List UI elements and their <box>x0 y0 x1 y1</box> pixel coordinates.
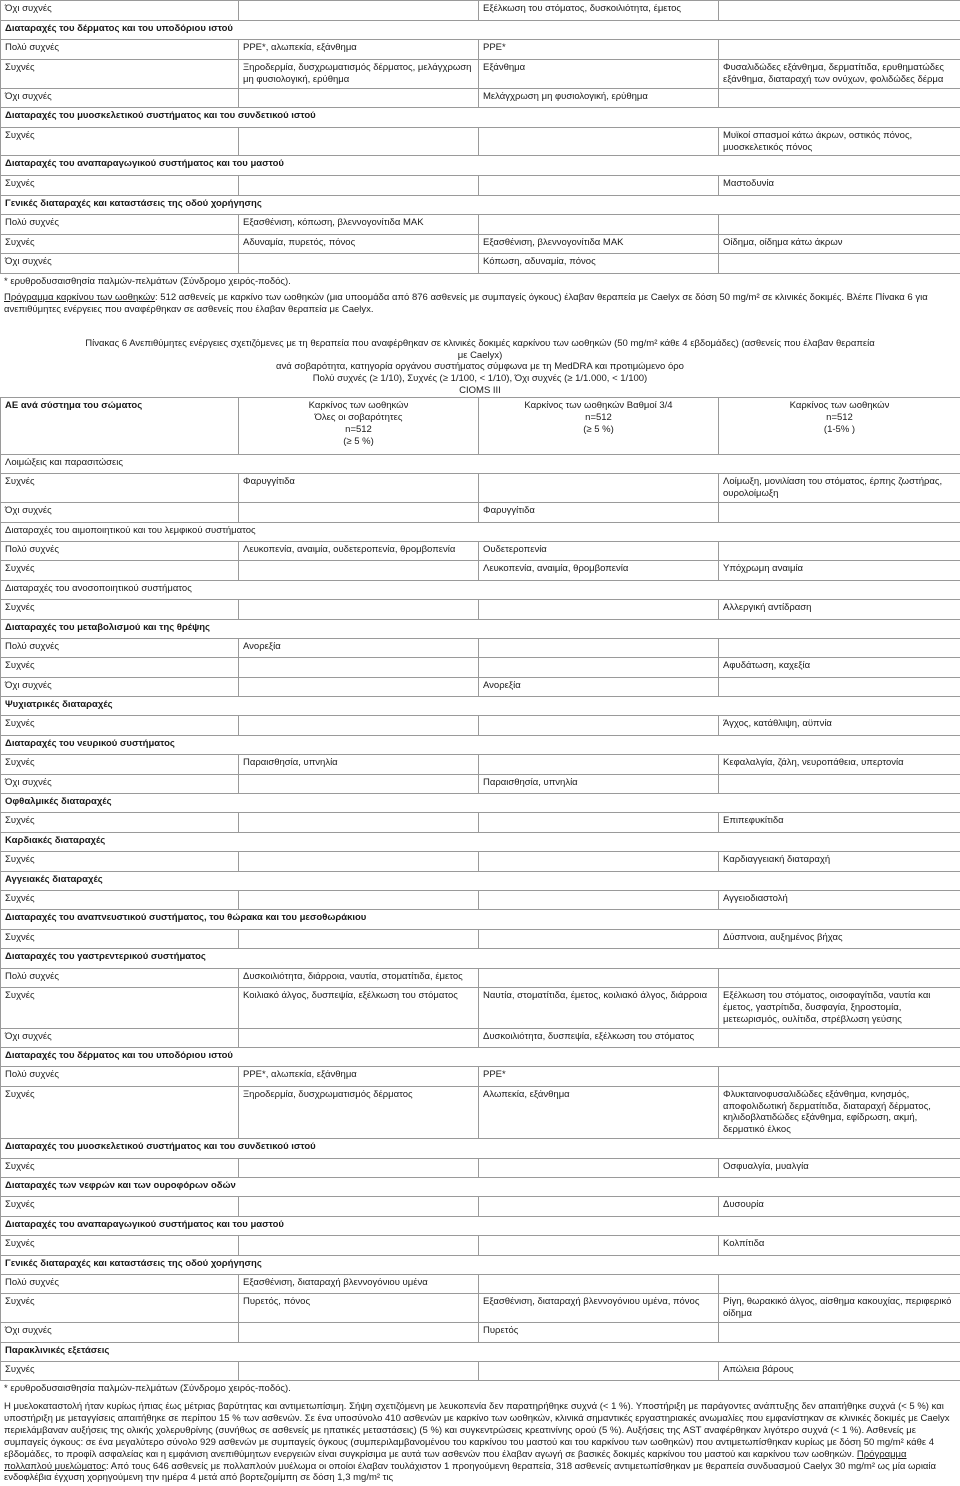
frequency-cell: Συχνές <box>1 1197 239 1216</box>
frequency-cell: Συχνές <box>1 987 239 1028</box>
table-row <box>1 59 960 88</box>
reaction-cell: Φλυκταινοφυσαλιδώδες εξάνθημα, κνησμός, αποφολιδωτική δερματίτιδα, διαταραχή δέρματος, κηλιδοβλατιδώδες εξάνθημα, εφίδρωση, ακμή, δερματικό έλκος <box>719 1086 960 1139</box>
reaction-cell: Δυσκοιλιότητα, δυσπεψία, εξέλκωση του στόματος <box>479 1028 719 1047</box>
reaction-cell <box>719 1067 960 1086</box>
reaction-cell <box>239 813 479 832</box>
reaction-cell: PPE*, αλωπεκία, εξάνθημα <box>239 40 479 60</box>
myeloma-text: : Από τους 646 ασθενείς με πολλαπλούν μυέλωμα οι οποίοι έλαβαν τουλάχιστον 1 προηγούμενη θεραπεία, 318 ασθενείς αντιμετωπίσθηκαν με θεραπεία συνδυασμού Caelyx 30 mg/m² ως μία ωριαία ενδοφλέβια έγχυση χορηγούμενη την ημέρα 4 μετά από βορτεζομίμπη σε δόση 1,3 mg/m² τις <box>4 1461 936 1484</box>
table-row <box>1 755 960 774</box>
reaction-cell <box>239 1197 479 1216</box>
section-header-row <box>1 871 960 890</box>
table6-ovarian-adverse-reactions <box>0 397 960 1381</box>
frequency-cell: Συχνές <box>1 1086 239 1139</box>
reaction-cell: Ρίγη, θωρακικό άλγος, αίσθημα κακουχίας, περιφερικό οίδημα <box>719 1294 960 1323</box>
table-row <box>1 600 960 619</box>
reaction-cell: Οσφυαλγία, μυαλγία <box>719 1158 960 1177</box>
section-header-row <box>1 1139 960 1158</box>
frequency-cell: Πολύ συχνές <box>1 541 239 560</box>
header-grades-3-4: Καρκίνος των ωοθηκών Βαθμοί 3/4 n=512 (≥ 5 %) <box>479 398 719 455</box>
reaction-cell: Ξηροδερμία, δυσχρωματισμός δέρματος <box>239 1086 479 1139</box>
section-header: Ψυχιατρικές διαταραχές <box>1 697 960 716</box>
reaction-cell <box>719 638 960 657</box>
section-header: Διαταραχές των νεφρών και των ουροφόρων οδών <box>1 1178 960 1197</box>
reaction-cell: Αλωπεκία, εξάνθημα <box>479 1086 719 1139</box>
table-row <box>1 503 960 522</box>
frequency-cell: Όχι συχνές <box>1 1028 239 1047</box>
table-row <box>1 813 960 832</box>
reaction-cell: Λευκοπενία, αναιμία, θρομβοπενία <box>479 561 719 580</box>
reaction-cell: Φαρυγγίτιδα <box>479 503 719 522</box>
frequency-cell: Συχνές <box>1 813 239 832</box>
frequency-cell: Συχνές <box>1 929 239 948</box>
reaction-cell <box>239 1 479 21</box>
reaction-cell: Φυσαλιδώδες εξάνθημα, δερματίτιδα, ερυθηματώδες εξάνθημα, διαταραχή των ονύχων, φολιδώδες δέρμα <box>719 59 960 88</box>
reaction-cell: Δύσπνοια, αυξημένος βήχας <box>719 929 960 948</box>
section-header-row <box>1 455 960 474</box>
reaction-cell: PPE* <box>479 1067 719 1086</box>
caption-line-2: ανά σοβαρότητα, κατηγορία οργάνου συστήματος σύμφωνα με τη MedDRA και προτιμώμενο όρο <box>80 361 880 373</box>
frequency-cell: Όχι συχνές <box>1 88 239 108</box>
section-header: Διαταραχές του αναπνευστικού συστήματος, του θώρακα και του μεσοθωράκιου <box>1 910 960 929</box>
reaction-cell <box>719 1028 960 1047</box>
frequency-cell: Συχνές <box>1 755 239 774</box>
section-header: Αγγειακές διαταραχές <box>1 871 960 890</box>
reaction-cell: Λευκοπενία, αναιμία, ουδετεροπενία, θρομβοπενία <box>239 541 479 560</box>
reaction-cell: Εξασθένιση, βλεννογονίτιδα ΜΑΚ <box>479 234 719 254</box>
section-header-row <box>1 20 960 40</box>
table-row <box>1 1236 960 1255</box>
section-header: Διαταραχές του μυοσκελετικού συστήματος και του συνδετικού ιστού <box>1 108 960 128</box>
reaction-cell <box>479 474 719 503</box>
section-header-row <box>1 1047 960 1066</box>
table6-caption <box>0 338 960 397</box>
frequency-cell: Συχνές <box>1 658 239 677</box>
reaction-cell: Αλλεργική αντίδραση <box>719 600 960 619</box>
reaction-cell: Εξασθένιση, κόπωση, βλεννογονίτιδα ΜΑΚ <box>239 215 479 235</box>
reaction-cell: Μελάγχρωση μη φυσιολογική, ερύθημα <box>479 88 719 108</box>
reaction-cell: Μυϊκοί σπασμοί κάτω άκρων, οστικός πόνος, μυοσκελετικός πόνος <box>719 127 960 156</box>
section-header-row <box>1 949 960 968</box>
header-1-5-percent: Καρκίνος των ωοθηκών n=512 (1-5% ) <box>719 398 960 455</box>
reaction-cell <box>719 1323 960 1342</box>
section-header-row <box>1 619 960 638</box>
frequency-cell: Συχνές <box>1 59 239 88</box>
reaction-cell: Ναυτία, στοματίτιδα, έμετος, κοιλιακό άλγος, διάρροια <box>479 987 719 1028</box>
ovarian-cancer-program-paragraph <box>0 290 960 318</box>
reaction-cell: Εξασθένιση, διαταραχή βλεννογόνιου υμένα <box>239 1274 479 1293</box>
section-header: Παρακλινικές εξετάσεις <box>1 1342 960 1361</box>
reaction-cell <box>239 1361 479 1380</box>
section-header-row <box>1 1216 960 1235</box>
section-header-row <box>1 580 960 599</box>
ovarian-program-link[interactable]: Πρόγραμμα καρκίνου των ωοθηκών <box>4 292 155 303</box>
section-header: Διαταραχές του αναπαραγωγικού συστήματος και του μαστού <box>1 156 960 176</box>
reaction-cell: Ξηροδερμία, δυσχρωματισμός δέρματος, μελάγχρωση μη φυσιολογική, ερύθημα <box>239 59 479 88</box>
frequency-cell: Όχι συχνές <box>1 254 239 274</box>
header-all-grades: Καρκίνος των ωοθηκών Όλες οι σοβαρότητες n=512 (≥ 5 %) <box>239 398 479 455</box>
reaction-cell: Εξέλκωση του στόματος, οισοφαγίτιδα, ναυτία και έμετος, γαστρίτιδα, δυσφαγία, ξηροστομία, μετεωρισμός, ουλίτιδα, στρέβλωση γεύσης <box>719 987 960 1028</box>
reaction-cell: Καρδιαγγειακή διαταραχή <box>719 852 960 871</box>
section-header: Καρδιακές διαταραχές <box>1 832 960 851</box>
table-row <box>1 677 960 696</box>
table-row <box>1 658 960 677</box>
frequency-cell: Συχνές <box>1 1294 239 1323</box>
reaction-cell <box>479 813 719 832</box>
caption-line-3: Πολύ συχνές (≥ 1/10), Συχνές (≥ 1/100, < 1/10), Όχι συχνές (≥ 1/1.000, < 1/100) <box>80 373 880 385</box>
multiple-myeloma-link[interactable]: Πρόγραμμα πολλαπλού μυελώματος <box>4 1449 907 1472</box>
myelosuppression-text: Η μυελοκαταστολή ήταν κυρίως ήπιας έως μέτριας βαρύτητας και αντιμετωπίσιμη. Σήψη σχετιζόμενη με λευκοπενία δεν παρατηρήθηκε συχνά (< 1 %). Υποστήριξη με παράγοντες ανάπτυξης δεν απαιτήθηκε συχνά (< 5 %) και υποστήριξη με μεταγγίσεις απαιτήθηκε σε περίπου 15 % των ασθενών. Σε ένα υποσύνολο 410 ασθενών με καρκίνο των ωοθηκών, κλινικά σημαντικές εργαστηριακές ανωμαλίες που εμφανίστηκαν σε κλινικές δοκιμές με Caelyx περιελάμβαναν αυξήσεις της ολικής χολερυθρίνης (συνήθως σε ασθενείς με ηπατικές μεταστάσεις) (5 %) και συγκεντρώσεις κρεατινίνης ορού (5 %). Αυξήσεις της AST αναφέρθηκαν λιγότερο συχνά (< 1 %). Ασθενείς με συμπαγείς όγκους: σε ένα μεγαλύτερο σύνολο 929 ασθενών με συμπαγείς όγκους (συμπεριλαμβανομένου του καρκίνου του μαστού και του καρκίνου των ωοθηκών) που αντιμετωπίσθηκαν κυρίως με δόση 50 mg/m² κάθε 4 εβδομάδες, το προφίλ ασφαλείας και η εμφάνιση ανεπιθύμητων ενεργειών είναι συγκρίσιμα με αυτά των ασθενών που έλαβαν αγωγή σε βασικές δοκιμές καρκίνου του μαστού και καρκίνου των ωοθηκών. <box>4 1401 950 1460</box>
reaction-cell: Ανορεξία <box>239 638 479 657</box>
reaction-cell <box>239 561 479 580</box>
table-row <box>1 1197 960 1216</box>
frequency-cell: Συχνές <box>1 561 239 580</box>
reaction-cell: PPE*, αλωπεκία, εξάνθημα <box>239 1067 479 1086</box>
adverse-reactions-table-continued <box>0 0 960 274</box>
reaction-cell: Πυρετός <box>479 1323 719 1342</box>
table-row <box>1 234 960 254</box>
reaction-cell <box>239 677 479 696</box>
section-header: Διαταραχές του μυοσκελετικού συστήματος και του συνδετικού ιστού <box>1 1139 960 1158</box>
reaction-cell <box>479 968 719 987</box>
reaction-cell <box>479 1361 719 1380</box>
reaction-cell: Δυσκοιλιότητα, διάρροια, ναυτία, στοματίτιδα, έμετος <box>239 968 479 987</box>
section-header: Γενικές διαταραχές και καταστάσεις της οδού χορήγησης <box>1 195 960 215</box>
reaction-cell <box>479 852 719 871</box>
reaction-cell <box>239 254 479 274</box>
reaction-cell <box>479 929 719 948</box>
frequency-cell: Συχνές <box>1 1236 239 1255</box>
reaction-cell: Λοίμωξη, μονιλίαση του στόματος, έρπης ζωστήρας, ουρολοίμωξη <box>719 474 960 503</box>
reaction-cell <box>479 215 719 235</box>
reaction-cell: Κεφαλαλγία, ζάλη, νευροπάθεια, υπερτονία <box>719 755 960 774</box>
table-row <box>1 40 960 60</box>
reaction-cell <box>479 1158 719 1177</box>
reaction-cell <box>719 40 960 60</box>
table-row <box>1 1086 960 1139</box>
section-header: Γενικές διαταραχές και καταστάσεις της οδού χορήγησης <box>1 1255 960 1274</box>
table-row <box>1 254 960 274</box>
reaction-cell: Αδυναμία, πυρετός, πόνος <box>239 234 479 254</box>
table-row <box>1 561 960 580</box>
frequency-cell: Συχνές <box>1 852 239 871</box>
section-header-row <box>1 910 960 929</box>
table-row <box>1 88 960 108</box>
reaction-cell <box>239 852 479 871</box>
reaction-cell: Εξασθένιση, διαταραχή βλεννογόνιου υμένα, πόνος <box>479 1294 719 1323</box>
table-row <box>1 1274 960 1293</box>
reaction-cell <box>719 1274 960 1293</box>
table-row <box>1 716 960 735</box>
footnote-ppe-1: * ερυθροδυσαισθησία παλμών-πελμάτων (Σύνδρομο χειρός-ποδός). <box>0 274 960 290</box>
table-row <box>1 1294 960 1323</box>
section-header-row <box>1 1255 960 1274</box>
table6-header-row <box>1 398 960 455</box>
reaction-cell: Αγγειοδιαστολή <box>719 890 960 909</box>
frequency-cell: Πολύ συχνές <box>1 968 239 987</box>
section-header-row <box>1 697 960 716</box>
reaction-cell <box>719 1 960 21</box>
reaction-cell <box>239 1323 479 1342</box>
reaction-cell: Εξέλκωση του στόματος, δυσκοιλιότητα, έμετος <box>479 1 719 21</box>
reaction-cell: Απώλεια βάρους <box>719 1361 960 1380</box>
reaction-cell: Εξάνθημα <box>479 59 719 88</box>
table-row <box>1 1 960 21</box>
frequency-cell: Όχι συχνές <box>1 1323 239 1342</box>
caption-line-4: CIOMS III <box>80 385 880 397</box>
table-row <box>1 638 960 657</box>
table-row <box>1 1158 960 1177</box>
table-row <box>1 852 960 871</box>
ovarian-program-text: : 512 ασθενείς με καρκίνο των ωοθηκών (μια υποομάδα από 876 ασθενείς με συμπαγείς όγκους) έλαβαν θεραπεία με Caelyx σε δόση 50 mg/m² σε κλινικές δοκιμές. Βλέπε Πίνακα 6 για ανεπιθύμητες ενέργειες που αναφέρθηκαν σε ασθενείς που έλαβαν θεραπεία με Caelyx. <box>4 292 928 315</box>
reaction-cell: Άγχος, κατάθλιψη, αϋπνία <box>719 716 960 735</box>
frequency-cell: Συχνές <box>1 1361 239 1380</box>
section-header: Διαταραχές του γαστρεντερικού συστήματος <box>1 949 960 968</box>
reaction-cell <box>239 1158 479 1177</box>
footnote-ppe-2: * ερυθροδυσαισθησία παλμών-πελμάτων (Σύνδρομο χειρός-ποδός). <box>0 1381 960 1397</box>
frequency-cell: Συχνές <box>1 890 239 909</box>
header-system: ΑΕ ανά σύστημα του σώματος <box>1 398 239 455</box>
reaction-cell <box>479 1274 719 1293</box>
reaction-cell: Ουδετεροπενία <box>479 541 719 560</box>
table-row <box>1 215 960 235</box>
frequency-cell: Όχι συχνές <box>1 774 239 793</box>
reaction-cell <box>239 127 479 156</box>
reaction-cell <box>719 774 960 793</box>
frequency-cell: Συχνές <box>1 474 239 503</box>
frequency-cell: Συχνές <box>1 234 239 254</box>
section-header-row <box>1 522 960 541</box>
reaction-cell <box>239 1236 479 1255</box>
frequency-cell: Πολύ συχνές <box>1 638 239 657</box>
reaction-cell <box>239 716 479 735</box>
reaction-cell <box>719 215 960 235</box>
frequency-cell: Όχι συχνές <box>1 1 239 21</box>
reaction-cell: Παραισθησία, υπνηλία <box>479 774 719 793</box>
reaction-cell <box>719 503 960 522</box>
reaction-cell: PPE* <box>479 40 719 60</box>
section-header-row <box>1 108 960 128</box>
reaction-cell: Αφυδάτωση, καχεξία <box>719 658 960 677</box>
reaction-cell <box>239 503 479 522</box>
reaction-cell <box>239 774 479 793</box>
table-row <box>1 929 960 948</box>
section-header-row <box>1 1342 960 1361</box>
frequency-cell: Συχνές <box>1 127 239 156</box>
reaction-cell: Παραισθησία, υπνηλία <box>239 755 479 774</box>
reaction-cell: Ανορεξία <box>479 677 719 696</box>
reaction-cell: Φαρυγγίτιδα <box>239 474 479 503</box>
frequency-cell: Πολύ συχνές <box>1 40 239 60</box>
reaction-cell <box>719 677 960 696</box>
reaction-cell <box>239 176 479 196</box>
reaction-cell: Δυσουρία <box>719 1197 960 1216</box>
reaction-cell <box>479 755 719 774</box>
frequency-cell: Συχνές <box>1 600 239 619</box>
section-header-row <box>1 195 960 215</box>
reaction-cell <box>239 600 479 619</box>
reaction-cell <box>239 890 479 909</box>
section-header-row <box>1 156 960 176</box>
section-header: Διαταραχές του δέρματος και του υποδόριου ιστού <box>1 1047 960 1066</box>
table-row <box>1 1067 960 1086</box>
section-header-row <box>1 1178 960 1197</box>
frequency-cell: Πολύ συχνές <box>1 215 239 235</box>
reaction-cell <box>479 658 719 677</box>
frequency-cell: Συχνές <box>1 716 239 735</box>
table-row <box>1 968 960 987</box>
myelosuppression-paragraph <box>0 1399 960 1486</box>
frequency-cell: Όχι συχνές <box>1 503 239 522</box>
section-header-row <box>1 794 960 813</box>
table-row <box>1 474 960 503</box>
section-header: Διαταραχές του αναπαραγωγικού συστήματος και του μαστού <box>1 1216 960 1235</box>
reaction-cell <box>479 600 719 619</box>
section-header: Διαταραχές του ανοσοποιητικού συστήματος <box>1 580 960 599</box>
reaction-cell <box>719 541 960 560</box>
reaction-cell <box>239 658 479 677</box>
reaction-cell <box>719 254 960 274</box>
table-row <box>1 890 960 909</box>
reaction-cell <box>239 1028 479 1047</box>
caption-line-1: Πίνακας 6 Ανεπιθύμητες ενέργειες σχετιζόμενες με τη θεραπεία που αναφέρθηκαν σε κλινικές δοκιμές καρκίνου των ωοθηκών (50 mg/m² κάθε 4 εβδομάδες) (ασθενείς που έλαβαν θεραπεία με Caelyx) <box>80 338 880 362</box>
reaction-cell <box>479 127 719 156</box>
reaction-cell <box>479 176 719 196</box>
reaction-cell: Κολπίτιδα <box>719 1236 960 1255</box>
table-row <box>1 1361 960 1380</box>
table-row <box>1 541 960 560</box>
reaction-cell <box>479 716 719 735</box>
reaction-cell: Μαστοδυνία <box>719 176 960 196</box>
reaction-cell: Οίδημα, οίδημα κάτω άκρων <box>719 234 960 254</box>
reaction-cell <box>239 88 479 108</box>
section-header: Διαταραχές του μεταβολισμού και της θρέψης <box>1 619 960 638</box>
section-header: Διαταραχές του αιμοποιητικού και του λεμφικού συστήματος <box>1 522 960 541</box>
reaction-cell: Κόπωση, αδυναμία, πόνος <box>479 254 719 274</box>
section-header: Λοιμώξεις και παρασιτώσεις <box>1 455 960 474</box>
table-row <box>1 1028 960 1047</box>
frequency-cell: Πολύ συχνές <box>1 1274 239 1293</box>
reaction-cell: Επιπεφυκίτιδα <box>719 813 960 832</box>
reaction-cell: Κοιλιακό άλγος, δυσπεψία, εξέλκωση του στόματος <box>239 987 479 1028</box>
frequency-cell: Συχνές <box>1 176 239 196</box>
section-header-row <box>1 832 960 851</box>
frequency-cell: Συχνές <box>1 1158 239 1177</box>
table-row <box>1 127 960 156</box>
frequency-cell: Πολύ συχνές <box>1 1067 239 1086</box>
reaction-cell <box>479 1197 719 1216</box>
reaction-cell <box>239 929 479 948</box>
reaction-cell <box>719 88 960 108</box>
reaction-cell <box>479 890 719 909</box>
frequency-cell: Όχι συχνές <box>1 677 239 696</box>
section-header-row <box>1 735 960 754</box>
section-header: Διαταραχές του νευρικού συστήματος <box>1 735 960 754</box>
table-row <box>1 1323 960 1342</box>
section-header: Διαταραχές του δέρματος και του υποδόριου ιστού <box>1 20 960 40</box>
table-row <box>1 774 960 793</box>
reaction-cell <box>479 638 719 657</box>
table-row <box>1 987 960 1028</box>
reaction-cell: Πυρετός, πόνος <box>239 1294 479 1323</box>
reaction-cell <box>719 968 960 987</box>
reaction-cell: Υπόχρωμη αναιμία <box>719 561 960 580</box>
table-row <box>1 176 960 196</box>
reaction-cell <box>479 1236 719 1255</box>
section-header: Οφθαλμικές διαταραχές <box>1 794 960 813</box>
